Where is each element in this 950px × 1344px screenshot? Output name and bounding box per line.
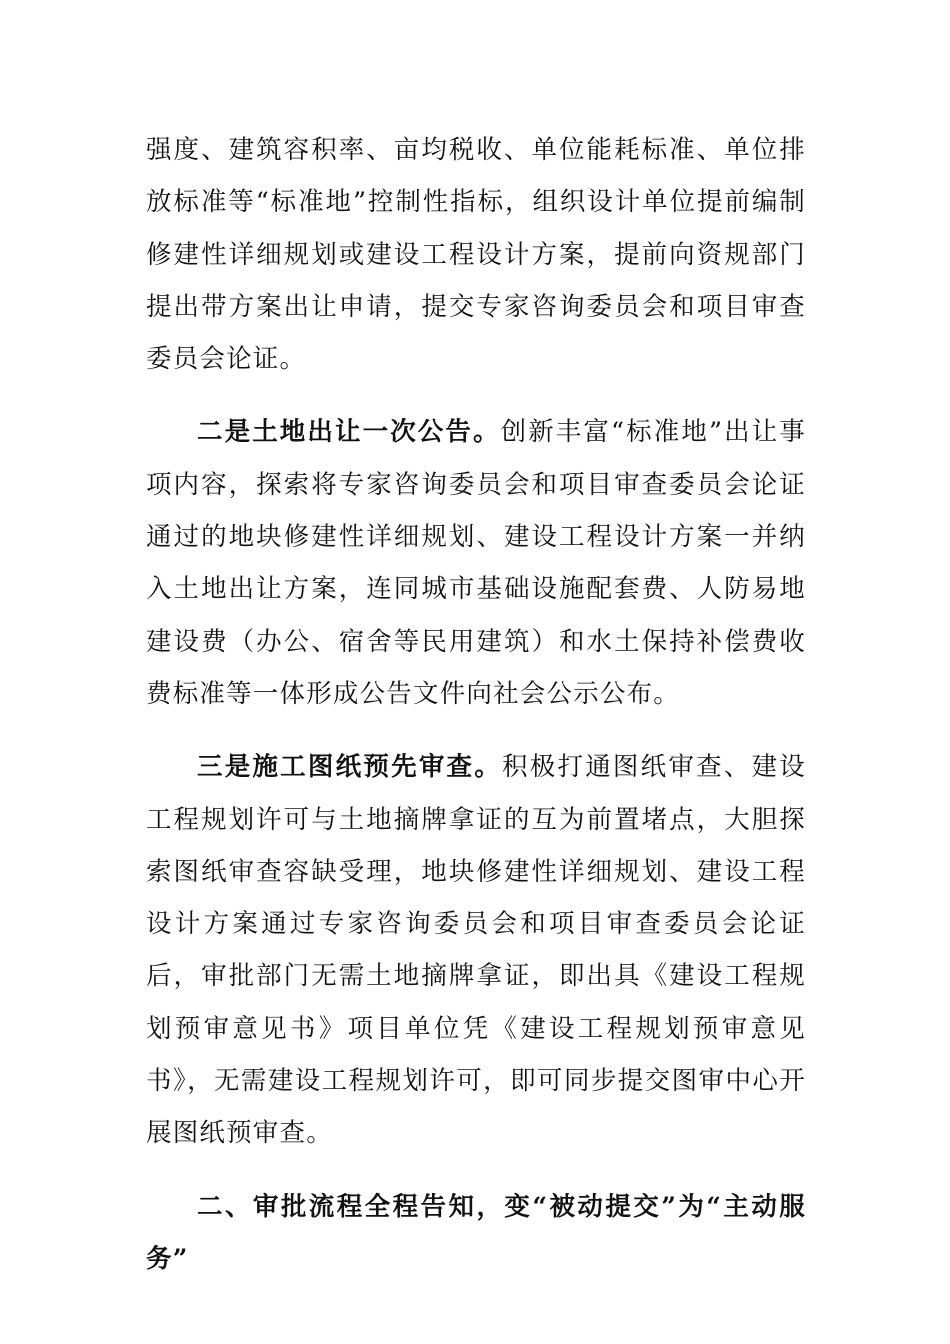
paragraph-lead: 三是施工图纸预先审查。 xyxy=(197,752,503,783)
section-heading: 二、审批流程全程告知，变“被动提交”为“主动服务” xyxy=(146,1191,806,1274)
paragraph-drawing-review xyxy=(146,741,806,1159)
paragraph-text: 积极打通图纸审查、建设工程规划许可与土地摘牌拿证的互为前置堵点，大胆探索图纸审查容缺受理，地块修建性详细规划、建设工程设计方案通过专家咨询委员会和项目审查委员会论证后，审批部门无需土地摘牌拿证，即出具《建设工程规划预审意见书》项目单位凭《建设工程规划预审意见书》，无需建设工程规划许可，即可同步提交图审中心开展图纸预审查。 xyxy=(146,752,806,1149)
document-page xyxy=(146,124,806,1285)
paragraph-continuation xyxy=(146,124,806,385)
paragraph-text: 强度、建筑容积率、亩均税收、单位能耗标准、单位排放标准等“标准地”控制性指标，组织设计单位提前编制修建性详细规划或建设工程设计方案，提前向资规部门提出带方案出让申请，提交专家咨询委员会和项目审查委员会论证。 xyxy=(146,135,806,375)
paragraph-lead: 二是土地出让一次公告。 xyxy=(197,417,501,448)
paragraph-text: 创新丰富“标准地”出让事项内容，探索将专家咨询委员会和项目审查委员会论证通过的地块修建性详细规划、建设工程设计方案一并纳入土地出让方案，连同城市基础设施配套费、人防易地建设费（办公、宿舍等民用建筑）和水土保持补偿费收费标准等一体形成公告文件向社会公示公布。 xyxy=(146,417,806,709)
paragraph-land-transfer xyxy=(146,406,806,720)
